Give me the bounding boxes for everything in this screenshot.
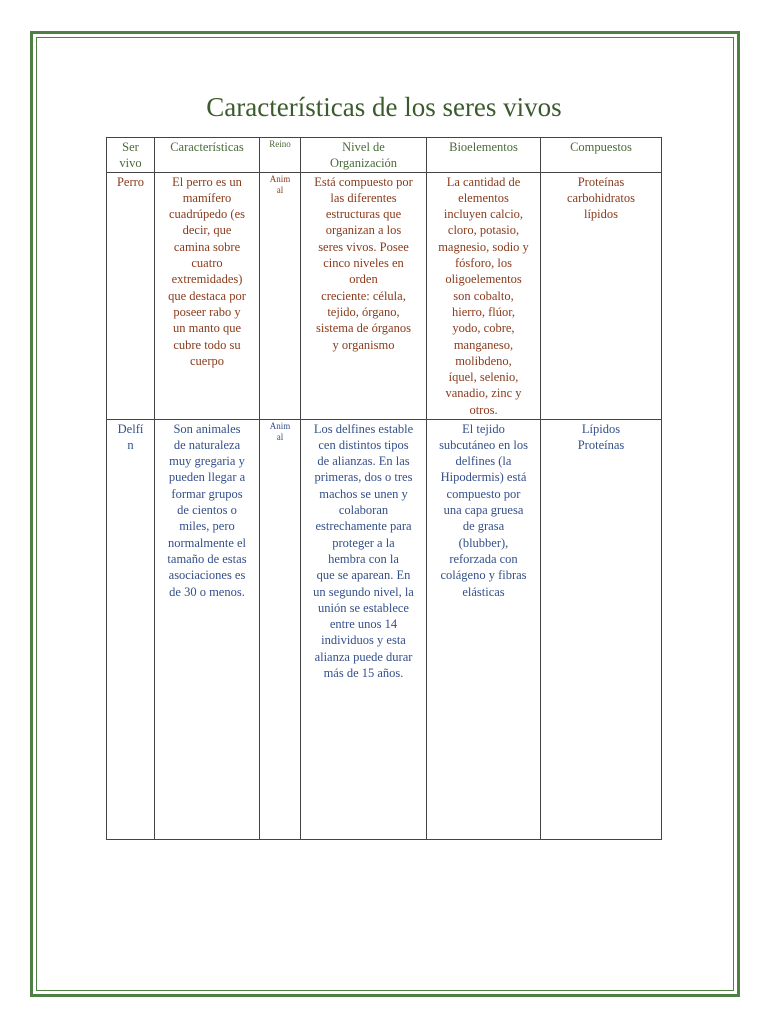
- cell-caracteristicas: El perro es un mamífero cuadrúpedo (es decir, que camina sobre cuatro extremidades) que destaca por poseer rabo y un manto que cubre todo su cuerpo: [155, 172, 260, 419]
- header-ser-vivo: Ser vivo: [107, 138, 155, 173]
- cell-bioelementos: La cantidad de elementos incluyen calcio, cloro, potasio, magnesio, sodio y fósforo, los oligoelementos son cobalto, hierro, flúor, yodo, cobre, manganeso, molibdeno, íquel, selenio, vanadio, zinc y otros.: [427, 172, 541, 419]
- header-compuestos: Compuestos: [541, 138, 662, 173]
- cell-ser-vivo: Delfí n: [107, 419, 155, 839]
- header-reino: Reino: [260, 138, 301, 173]
- table-row: [107, 419, 662, 839]
- header-nivel-organizacion: Nivel de Organización: [301, 138, 427, 173]
- cell-bioelementos: El tejido subcutáneo en los delfines (la Hipodermis) está compuesto por una capa gruesa de grasa (blubber), reforzada con colágeno y fibras elásticas: [427, 419, 541, 839]
- cell-compuestos: Proteínas carbohidratos lípidos: [541, 172, 662, 419]
- characteristics-table: [106, 137, 662, 840]
- cell-compuestos: Lípidos Proteínas: [541, 419, 662, 839]
- table-header-row: [107, 138, 662, 173]
- cell-caracteristicas: Son animales de naturaleza muy gregaria y pueden llegar a formar grupos de cientos o miles, pero normalmente el tamaño de estas asociaciones es de 30 o menos.: [155, 419, 260, 839]
- page-title: Características de los seres vivos: [206, 92, 562, 122]
- cell-nivel-organizacion: Los delfines estable cen distintos tipos de alianzas. En las primeras, dos o tres machos se unen y colaboran estrechamente para proteger a la hembra con la que se aparean. En un segundo nivel, la unión se establece entre unos 14 individuos y esta alianza puede durar más de 15 años.: [301, 419, 427, 839]
- cell-reino: Anim al: [260, 172, 301, 419]
- header-bioelementos: Bioelementos: [427, 138, 541, 173]
- cell-reino: Anim al: [260, 419, 301, 839]
- cell-nivel-organizacion: Está compuesto por las diferentes estructuras que organizan a los seres vivos. Posee cinco niveles en orden creciente: célula, tejido, órgano, sistema de órganos y organismo: [301, 172, 427, 419]
- cell-ser-vivo: Perro: [107, 172, 155, 419]
- table-row: [107, 172, 662, 419]
- header-caracteristicas: Características: [155, 138, 260, 173]
